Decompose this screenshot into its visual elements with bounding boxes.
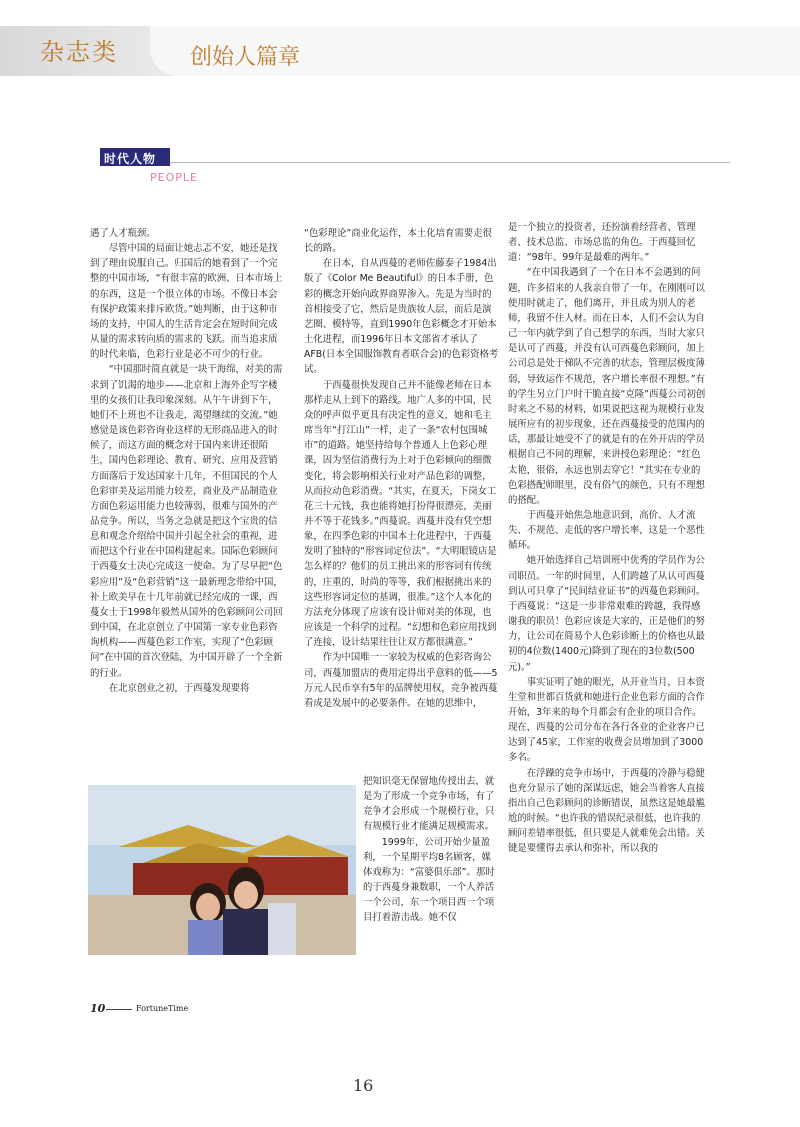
paragraph: “色彩理论”商业化运作，本土化培育需要走很长的路。 [304, 228, 492, 255]
folio-rule [106, 1009, 132, 1010]
column-label-en: PEOPLE [150, 171, 198, 184]
paragraph: 在日本，自从西蔓的老师佐藤泰子1984出版了《Color Me Beautiful》的日本手册，色彩的概念开始向政界商界渗入。先是为当时的首相接受了它，然后是贵族妆人层，而后是演艺圈、模特等，直到1990年色彩概念才开始本土化进程，而1996年日本文部省才承认了AFB(日本全国服饰教育者联合会)的色彩资格考试。 [304, 258, 499, 376]
paragraph: 是一个独立的投资者，还扮演着经营者、管理者、技术总监、市场总监的角色。于西蔓回忆道：“98年、99年是最难的两年。” [508, 222, 696, 264]
section-title: 创始人篇章 [190, 45, 301, 70]
column-rule [100, 148, 730, 163]
paragraph: 把知识毫无保留地传授出去，就是为了形成一个竞争市场，有了竞争才会形成一个规模行业，只有规模行业才能满足规模需求。 [363, 776, 495, 833]
paragraph: 尽管中国的局面让她忐忑不安，她还是找到了理由说服自己。归国后的她看到了一个完整的中国市场，“有很丰富的欧洲、日本市场上的东西，这是一个很立体的市场。不像日本会有保护政策来排斥欧货。”她判断，由于这种市场的支持，中国人的生活肯定会在短时间完成从量的需求转向质的需求的飞跃。而当追求质的时代来临，色彩行业是必不可少的行业。 [90, 243, 283, 361]
paragraph: 遇了人才瓶颈。 [90, 228, 156, 239]
paragraph: 于西蔓开始焦急地意识到，高价、人才流失、不规范、走低的客户增长率，这是一个恶性循环。 [508, 509, 705, 552]
folio-number: 10 [90, 1002, 106, 1015]
article-column-1 [90, 226, 286, 696]
paragraph: 在北京创业之初，于西蔓发现要将 [108, 682, 250, 694]
page-number: 16 [353, 1076, 374, 1095]
article-column-2 [304, 226, 500, 711]
paragraph: 在浮躁的竞争市场中，于西蔓的冷静与稳健也充分显示了她的深谋远虑，她会当着客人直接指出自己色彩顾问的诊断错误，虽然这是她最尴尬的时候。“也许我的错误纪录很低，也许我的顾问差错率很低，但只要是人就难免会出错。关键是要懂得去承认和弥补，所以我的 [508, 767, 705, 855]
paragraph: 事实证明了她的眼光，从开业当月，日本资生堂和世都百货就和她进行企业色彩方面的合作开始，3年来的每个月都会有企业的项目合作。现在，西蔓的公司分布在各行各业的企业客户已达到了45家，工作室的收费会员增加到了3000多名。 [508, 676, 705, 764]
paragraph: 作为中国唯一一家较为权威的色彩咨询公司，西蔓加盟店的费用定得出乎意料的低——5万元人民币享有5年的品牌使用权，竞争被西蔓看成是发展中的必要条件。在她的思维中， [304, 652, 498, 709]
category-title: 杂志类 [40, 38, 118, 66]
article-photo [88, 785, 356, 955]
paragraph: “中国那时简直就是一块干海绵，对美的需求到了饥渴的地步——北京和上海外企写字楼里的女孩们让我印象深刻。从午午讲到下午，她们不上班也不让我走，渴望继续的交流。”她感觉是该色彩咨询业这样的无形商品进入的时候了，而这方面的概念对于国内来讲还很陌生，国内色彩理论、教育、研究、应用及营销方面落后于发达国家十几年，不但国民的个人色彩审美及运用能力较差，商业及产品制造业方面色彩运用能力也较薄弱，很难与国外的产品竞争。所以，当务之急就是把这个宝贵的信息和观念介绍给中国并引起全社会的重视，进而把这个行业在中国构建起来。国际色彩顾问于西蔓女士决心完成这一使命。为了尽早把“色彩应用”及“色彩营销”这一最新理念带给中国，补上欧美早在十几年前就已经完成的一课，西蔓女士于1998年毅然从国外的色彩顾问公司回到中国，在北京创立了中国第一家专业色彩咨询机构——西蔓色彩工作室，实现了“色彩顾问”在中国的首次登陆，为中国开辟了一个全新的行业。 [90, 364, 283, 679]
column-label-cn: 时代人物 [104, 152, 157, 166]
paragraph: 于西蔓很快发现自己并不能像老师在日本那样走从上到下的路线。地广人多的中国，民众的呼声似乎更具有决定性的意义，她和毛主席当年“打江山”一样，走了一条“农村包围城市”的道路。她坚持给每个普通人上色彩心理课，因为坚信消费行为上对于色彩倾向的细微变化，将会影响相关行业对产品色彩的调整，从而拉动色彩消费。“其实，在夏天，下岗女工花三十元钱，我也能将她打扮得很漂亮，美丽并不等于花钱多。”西蔓说。西蔓并没有凭空想象，在四季色彩的中国本土化进程中，于西蔓发明了独特的“形容词定位法”。“大明眼镜店是怎么样的？他们的员工挑出来的形容词有传统的，庄重的，时尚的等等，我们根据挑出来的这些形容词定位的基调，很准。”这个人本化的方法充分体现了应该有设计师对美的体现，也应该是一个科学的过程。“幻想和色彩应用找到了连接，设计结果往往让双方都很满意。” [304, 379, 497, 649]
article-column-3 [508, 220, 706, 857]
paragraph: “在中国我遇到了一个在日本不会遇到的问题，许多招来的人我亲自带了一年，在刚刚可以使用时就走了，他们离开，并且成为别人的老师，我留不住人材。而在日本，人们不会认为自己一年内就学到了自己想学的东西，当时大家只是认可了西蔓，并没有认可西蔓色彩顾问，加上公司总是处于梯队不完善的状态，管理层极度薄弱，导致运作不规范，客户增长率很不理想。”有的学生另立门户时干脆直接“克隆”西蔓公司初创时来之不易的材料，如果说把这视为规模行业发展所应有的初步现象，还在西蔓接受的范围内的话，那最让她受不了的就是有的在外开店的学员根据自己不同的理解，来讲授色彩理论：“红色太艳，很俗，永远也别去穿它！”其实在专业的色彩搭配师眼里，没有俗气的颜色，只有不理想的搭配。 [508, 267, 706, 506]
paragraph: 1999年，公司开始少量盈利，一个星期平均8名顾客，媒体戏称为：“富婆俱乐部”。那时的于西蔓身兼数职，一个人养活一个公司，东一个项目西一个项目打着游击战。她不仅 [363, 836, 495, 924]
photo-forbidden-city [88, 785, 356, 955]
paragraph: 她开始选择自己培训班中优秀的学员作为公司职员。一年的时间里，人们跨越了从认可西蔓到认可只拿了“民间结业证书”的西蔓色彩顾问。于西蔓说：“这是一步非常艰难的跨越，我得感谢我的职员！色彩应该是大家的，正是他们的努力，让公司在简易个人色彩诊断上的价格也从最初的4位数(1400元)降到了现在的3位数(500元)。” [508, 555, 706, 673]
magazine-name: FortuneTime [136, 1004, 189, 1013]
article-column-2-lower [363, 774, 500, 926]
